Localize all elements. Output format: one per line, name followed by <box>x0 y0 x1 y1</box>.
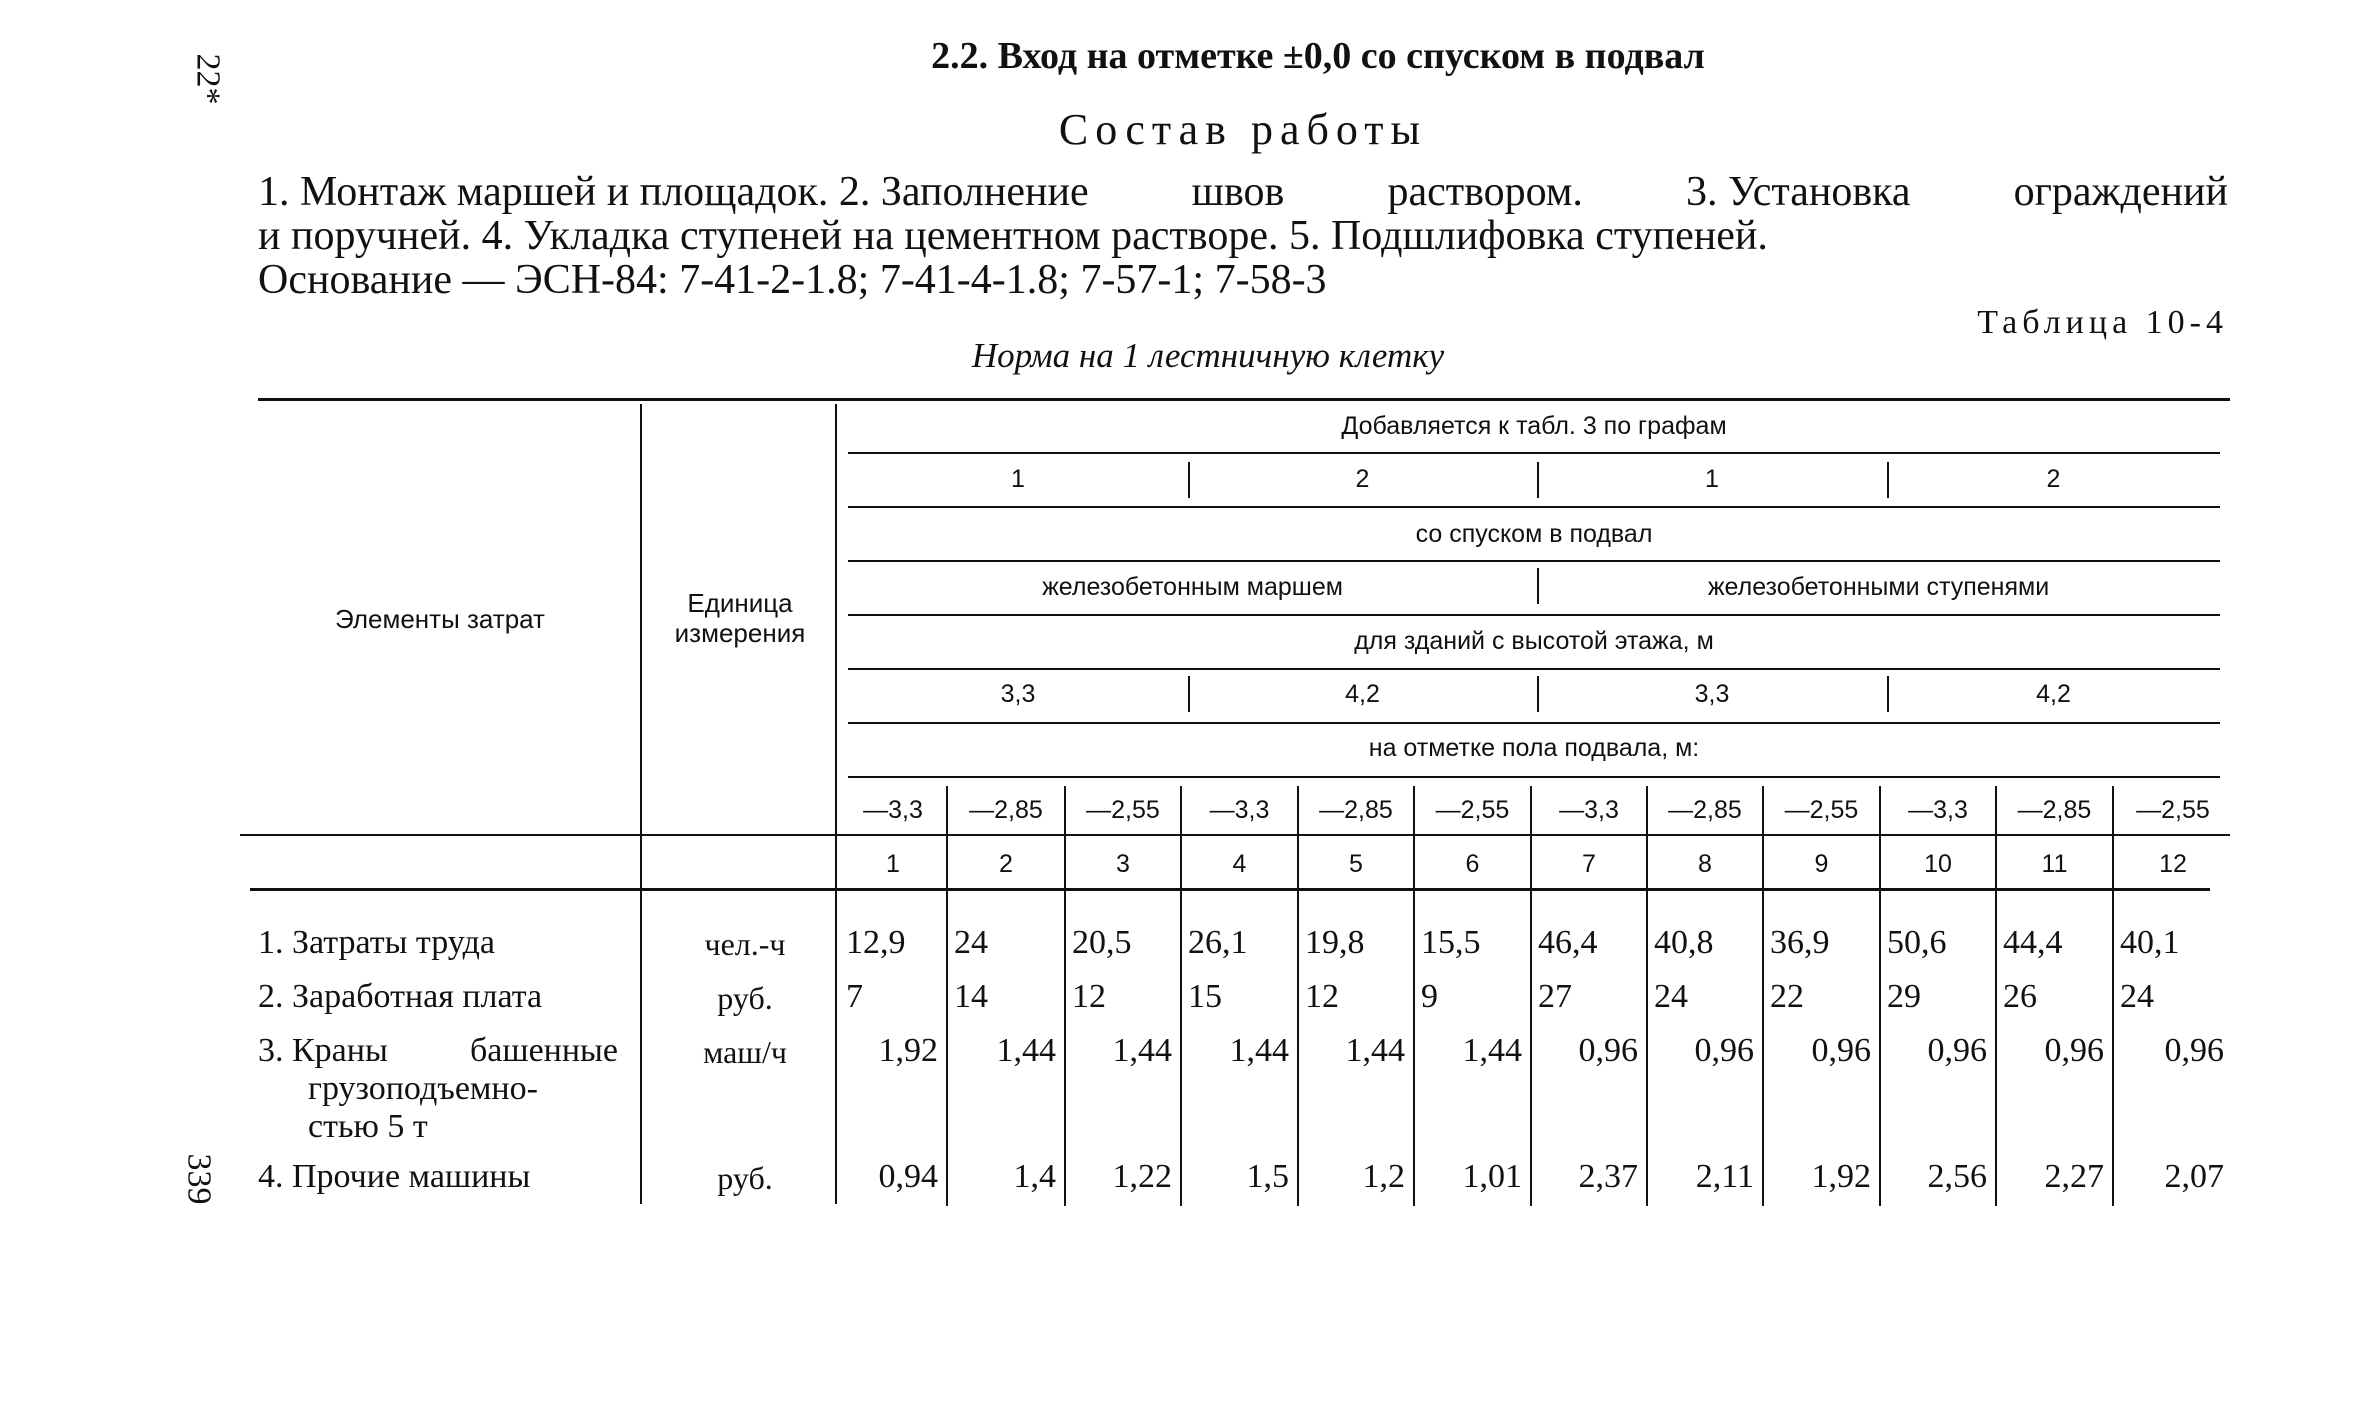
header-descent: со спуском в подвал <box>1415 520 1653 548</box>
work-text-line-1 <box>258 168 2228 216</box>
col-divider <box>2112 786 2114 1206</box>
value-cell: 1,92 <box>1811 1158 1871 1195</box>
graph-ref: 1 <box>1705 465 1719 493</box>
header-rule <box>848 668 2220 670</box>
col-divider <box>1297 786 1299 1206</box>
header-added: Добавляется к табл. 3 по графам <box>1341 412 1727 440</box>
row-label-line: 2. Заработная плата <box>258 978 543 1015</box>
column-number-cell: 5 <box>1349 850 1363 878</box>
row-unit: руб. <box>717 1160 773 1196</box>
col-divider <box>1762 786 1764 1206</box>
value-cell: 2,27 <box>2044 1158 2104 1195</box>
col-divider <box>946 786 948 1206</box>
header-type-march: железобетонным маршем <box>1042 573 1343 601</box>
column-number-cell: 12 <box>2159 850 2187 878</box>
table-number-label: Таблица 10-4 <box>1977 304 2228 341</box>
row-unit: руб. <box>717 980 773 1016</box>
value-cell: 1,44 <box>1345 1032 1405 1069</box>
value-cell: 1,44 <box>1229 1032 1289 1069</box>
row-label <box>258 978 542 1016</box>
basement-mark-cell: —2,85 <box>969 796 1043 824</box>
header-rule <box>848 506 2220 508</box>
row-unit: маш/ч <box>703 1034 787 1070</box>
value-cell: 15 <box>1188 978 1222 1015</box>
value-cell: 2,56 <box>1927 1158 1987 1195</box>
value-cell: 50,6 <box>1887 924 1947 961</box>
value-cell: 2,11 <box>1695 1158 1754 1195</box>
value-cell: 14 <box>954 978 988 1015</box>
value-cell: 36,9 <box>1770 924 1830 961</box>
value-cell: 12,9 <box>846 924 906 961</box>
col-divider <box>1995 786 1997 1206</box>
header-unit <box>650 588 830 648</box>
column-divider <box>835 404 837 1204</box>
section-heading: 2.2. Вход на отметке ±0,0 со спуском в подвал <box>931 35 1705 77</box>
value-cell: 2,07 <box>2164 1158 2224 1195</box>
value-cell: 12 <box>1072 978 1106 1015</box>
basement-mark-cell: —3,3 <box>1908 796 1968 824</box>
column-number-cell: 3 <box>1116 850 1130 878</box>
col-divider <box>1646 786 1648 1206</box>
row-label-line <box>258 1032 618 1070</box>
col-divider <box>1064 786 1066 1206</box>
value-cell: 40,1 <box>2120 924 2180 961</box>
header-basement-mark: на отметке пола подвала, м: <box>1368 734 1700 762</box>
basement-mark-cell: —2,55 <box>1435 796 1510 824</box>
column-number-cell: 10 <box>1924 850 1952 878</box>
basement-mark-cell: —3,3 <box>1559 796 1619 824</box>
column-number-cell: 7 <box>1582 850 1596 878</box>
basement-mark-cell: —2,85 <box>1319 796 1393 824</box>
header-rule <box>848 722 2220 724</box>
row-label-line: стью 5 т <box>308 1108 428 1145</box>
value-cell: 0,96 <box>1811 1032 1871 1069</box>
value-cell: 1,22 <box>1112 1158 1172 1195</box>
floor-height: 3,3 <box>1000 680 1036 708</box>
value-cell: 22 <box>1770 978 1804 1015</box>
value-cell: 27 <box>1538 978 1572 1015</box>
header-rule <box>848 452 2220 454</box>
value-cell: 1,01 <box>1462 1158 1522 1195</box>
work-text-part: раствором. <box>1387 169 1583 215</box>
basement-mark-cell: —2,55 <box>1784 796 1859 824</box>
value-cell: 0,96 <box>2164 1032 2224 1069</box>
value-cell: 19,8 <box>1305 924 1365 961</box>
value-cell: 20,5 <box>1072 924 1132 961</box>
row-unit: чел.-ч <box>704 926 786 962</box>
col-divider <box>1413 786 1415 1206</box>
row-label-line: грузоподъемно- <box>308 1070 538 1107</box>
work-composition-title: Состав работы <box>1058 105 1428 154</box>
row-label-line: 1. Затраты труда <box>258 924 496 961</box>
work-text-line-2: и поручней. 4. Укладка ступеней на цементном растворе. 5. Подшлифовка ступеней. <box>258 213 1768 259</box>
value-cell: 7 <box>846 978 863 1015</box>
value-cell: 1,5 <box>1246 1158 1289 1195</box>
value-cell: 46,4 <box>1538 924 1598 961</box>
value-cell: 0,94 <box>878 1158 938 1195</box>
value-cell: 0,96 <box>1927 1032 1987 1069</box>
value-cell: 1,44 <box>1112 1032 1172 1069</box>
header-rule <box>848 614 2220 616</box>
header-rule <box>848 560 2220 562</box>
row-label <box>258 1032 618 1146</box>
value-cell: 2,37 <box>1578 1158 1638 1195</box>
col-divider <box>1180 786 1182 1206</box>
header-type-steps: железобетонными ступенями <box>1707 573 2050 601</box>
work-text-part: швов <box>1191 169 1285 215</box>
col-divider <box>1530 786 1532 1206</box>
value-cell: 24 <box>2120 978 2154 1015</box>
row-label-word: башенные <box>470 1032 618 1069</box>
row-label-word: 3. Краны <box>258 1032 388 1069</box>
work-text-part: 1. Монтаж маршей и площадок. 2. Заполнение <box>258 169 1089 215</box>
value-cell: 0,96 <box>1694 1032 1754 1069</box>
header-unit-line: Единица <box>687 588 793 618</box>
column-number-cell: 9 <box>1814 850 1829 878</box>
basement-mark-cell: —2,85 <box>2017 796 2092 824</box>
value-cell: 24 <box>1654 978 1688 1015</box>
basement-mark-cell: —3,3 <box>863 796 923 824</box>
value-cell: 24 <box>954 924 988 961</box>
value-cell: 12 <box>1305 978 1339 1015</box>
header-bottom-rule <box>250 888 2210 891</box>
basement-mark-cell: —3,3 <box>1209 796 1270 824</box>
row-label <box>258 924 495 962</box>
value-cell: 15,5 <box>1421 924 1481 961</box>
graph-ref: 2 <box>2046 465 2061 493</box>
value-cell: 1,4 <box>1013 1158 1056 1195</box>
basement-mark-cell: —2,55 <box>1086 796 1160 824</box>
row-label-line: 4. Прочие машины <box>258 1158 531 1195</box>
row-label <box>258 1158 530 1196</box>
column-number-cell: 1 <box>886 850 900 878</box>
value-cell: 44,4 <box>2003 924 2063 961</box>
column-number-cell: 8 <box>1698 850 1712 878</box>
table-top-rule <box>258 398 2230 401</box>
column-number-cell: 2 <box>999 850 1013 878</box>
graph-ref: 2 <box>1355 465 1370 493</box>
header-rule <box>240 834 2230 836</box>
basement-mark-cell: —2,55 <box>2136 796 2210 824</box>
graph-ref: 1 <box>1011 465 1025 493</box>
col-divider <box>1879 786 1881 1206</box>
work-text-part: 3. Установка <box>1686 169 1911 215</box>
value-cell: 26 <box>2003 978 2037 1015</box>
value-cell: 9 <box>1421 978 1438 1015</box>
header-floor-height: для зданий с высотой этажа, м <box>1354 627 1714 655</box>
value-cell: 1,44 <box>1462 1032 1522 1069</box>
value-cell: 26,1 <box>1188 924 1248 961</box>
value-cell: 29 <box>1887 978 1921 1015</box>
value-cell: 1,92 <box>878 1032 938 1069</box>
value-cell: 1,44 <box>996 1032 1056 1069</box>
floor-height: 3,3 <box>1694 680 1730 708</box>
header-elements: Элементы затрат <box>335 604 545 634</box>
value-cell: 0,96 <box>2044 1032 2104 1069</box>
norm-caption: Норма на 1 лестничную клетку <box>971 336 1445 375</box>
header-unit-line: измерения <box>674 618 806 648</box>
margin-page-number-top: 22* <box>189 53 227 105</box>
floor-height: 4,2 <box>1345 680 1380 708</box>
margin-page-number-bottom: 339 <box>180 1153 218 1205</box>
column-number-cell: 11 <box>2041 850 2068 878</box>
value-cell: 1,2 <box>1362 1158 1405 1195</box>
column-number-cell: 4 <box>1232 850 1247 878</box>
basement-mark-cell: —2,85 <box>1668 796 1742 824</box>
basis-line: Основание — ЭСН-84: 7-41-2-1.8; 7-41-4-1.8; 7-57-1; 7-58-3 <box>258 257 1327 303</box>
header-rule <box>848 776 2220 778</box>
work-text-part: ограждений <box>2013 169 2228 215</box>
value-cell: 40,8 <box>1654 924 1714 961</box>
floor-height: 4,2 <box>2036 680 2071 708</box>
column-number-cell: 6 <box>1465 850 1480 878</box>
column-divider <box>640 404 642 1204</box>
value-cell: 0,96 <box>1578 1032 1638 1069</box>
